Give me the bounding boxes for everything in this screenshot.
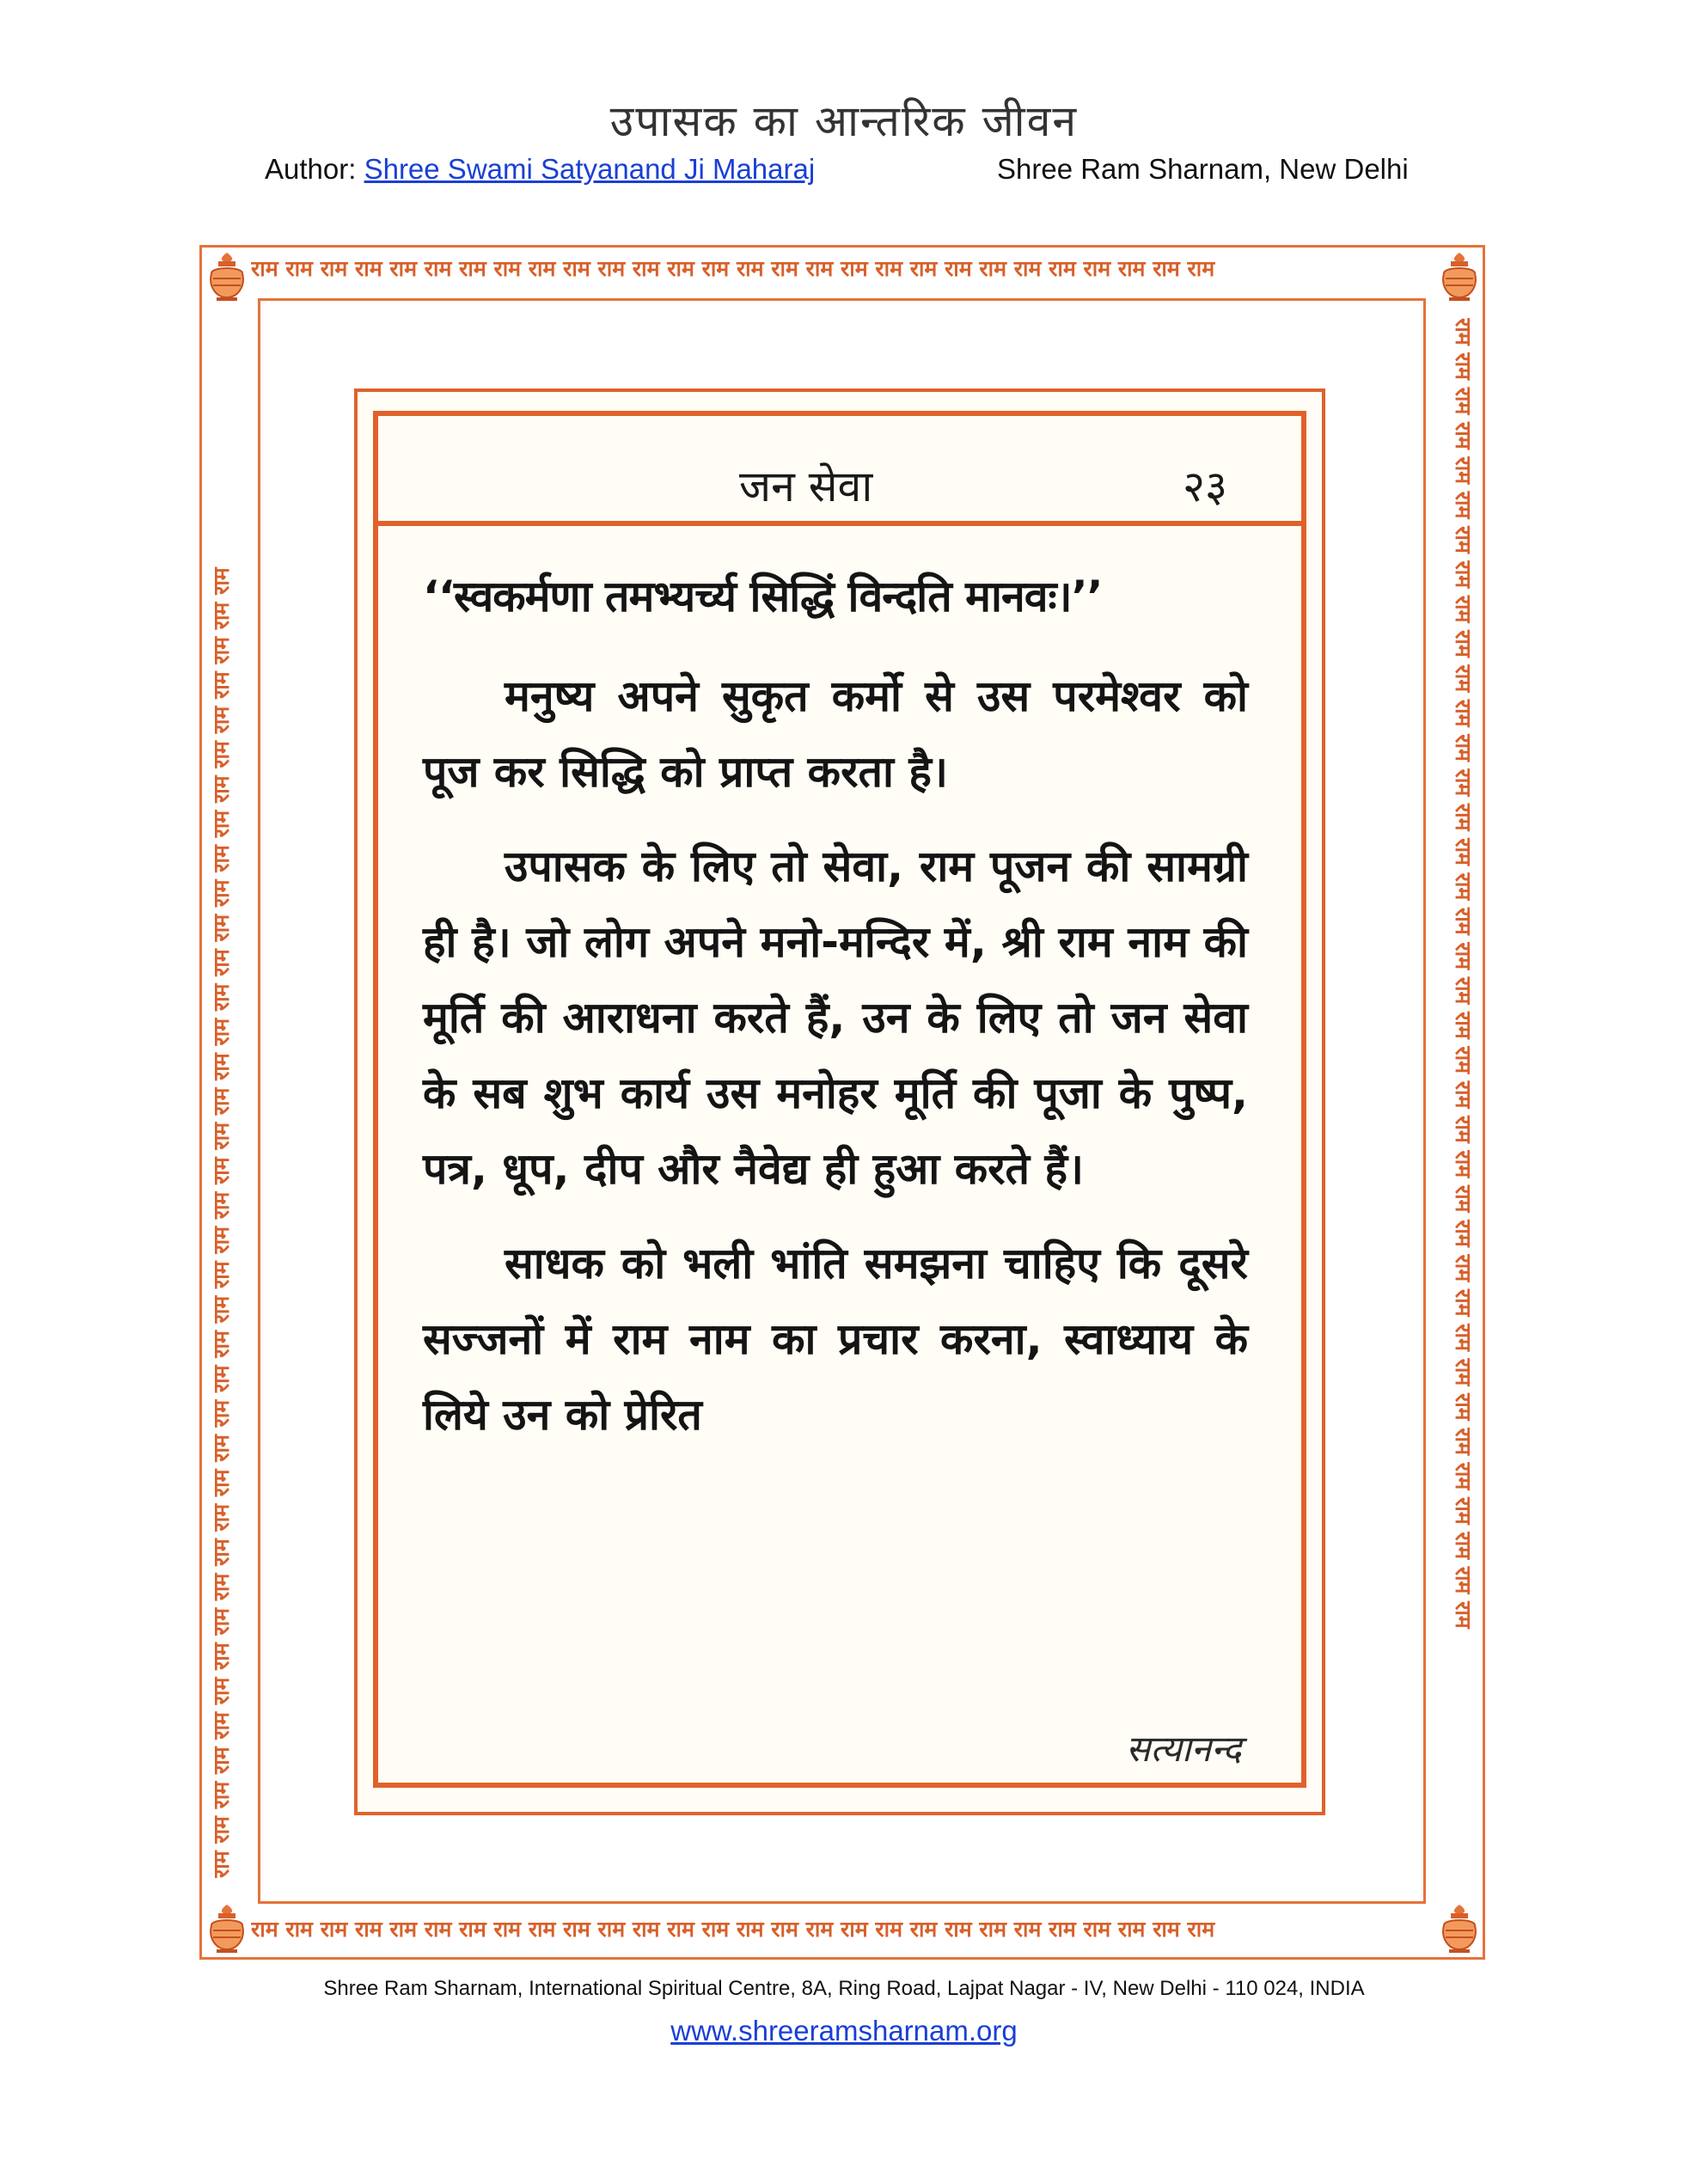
signature: सत्यानन्द [1126,1728,1242,1770]
kalash-icon [203,1901,251,1955]
kalash-icon [1435,249,1483,303]
page-number: २३ [1183,462,1227,511]
author-line [265,153,815,186]
book-text [423,559,1248,1471]
footer-website [0,2015,1688,2047]
kalash-icon [1435,1901,1483,1955]
ram-border-left: राम राम राम राम राम राम राम राम राम राम राम राम राम राम राम राम राम राम राम राम राम राम राम राम राम राम राम राम राम राम राम राम राम राम राम राम राम राम [209,567,234,1878]
ram-border-top: राम राम राम राम राम राम राम राम राम राम राम राम राम राम राम राम राम राम राम राम राम राम राम राम राम राम राम राम [251,256,1215,281]
running-head-divider [373,521,1306,526]
document-title: उपासक का आन्तरिक जीवन [609,96,1079,146]
website-link[interactable]: www.shreeramsharnam.org [670,2015,1018,2046]
author-label: Author: [265,153,364,185]
paragraph: साधक को भली भांति समझना चाहिए कि दूसरे सज्जनों में राम नाम का प्रचार करना, स्वाध्याय के लिये उन को प्रेरित [423,1239,1248,1440]
footer-address: Shree Ram Sharnam, International Spiritual Centre, 8A, Ring Road, Lajpat Nagar - IV, New Delhi - 110 024, INDIA [323,1977,1365,2000]
kalash-icon [203,249,251,303]
sanskrit-quote: ‘‘स्वकर्मणा तमभ्यर्च्य सिद्धिं विन्दति मानवः।’’ [423,572,1103,621]
author-link[interactable]: Shree Swami Satyanand Ji Maharaj [364,153,816,185]
ram-border-right: राम राम राम राम राम राम राम राम राम राम राम राम राम राम राम राम राम राम राम राम राम राम राम राम राम राम राम राम राम राम राम राम राम राम राम राम राम राम [1451,318,1476,1629]
paragraph: मनुष्य अपने सुकृत कर्मो से उस परमेश्वर को पूज कर सिद्धि को प्राप्त करता है। [423,671,1248,797]
ram-border-bottom: राम राम राम राम राम राम राम राम राम राम राम राम राम राम राम राम राम राम राम राम राम राम राम राम राम राम राम राम [251,1917,1215,1942]
organization-name: Shree Ram Sharnam, New Delhi [997,153,1409,185]
paragraph: उपासक के लिए तो सेवा, राम पूजन की सामग्री ही है। जो लोग अपने मनो-मन्दिर में, श्री राम नाम की मूर्ति की आराधना करते हैं, उन के लिए तो जन सेवा के सब शुभ कार्य उस मनोहर मूर्ति की पूजा के पुष्प, पत्र, धूप, दीप और नैवेद्य ही हुआ करते हैं। [423,841,1248,1194]
running-head: जन सेवा [739,462,873,511]
